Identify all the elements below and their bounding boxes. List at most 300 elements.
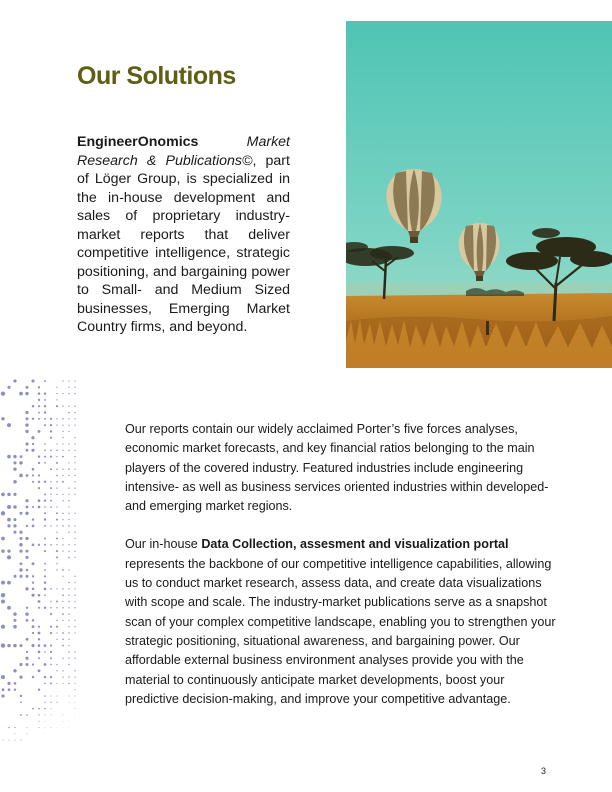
decorative-dot xyxy=(45,734,46,735)
decorative-dot xyxy=(56,393,57,394)
decorative-dot xyxy=(7,505,11,509)
decorative-dot xyxy=(32,405,34,407)
decorative-dot xyxy=(38,708,40,710)
decorative-dot xyxy=(50,418,52,420)
decorative-dot xyxy=(45,727,46,728)
decorative-dot xyxy=(68,676,69,677)
decorative-dot xyxy=(44,506,46,508)
decorative-dot xyxy=(7,549,10,552)
decorative-dot xyxy=(20,455,23,458)
decorative-dot xyxy=(19,644,22,647)
decorative-dot xyxy=(62,550,63,551)
decorative-dot xyxy=(38,544,40,546)
decorative-dot xyxy=(68,557,70,559)
decorative-dot xyxy=(50,708,51,709)
brand-name: EngineerOnomics xyxy=(77,134,199,150)
decorative-dot xyxy=(32,575,34,577)
decorative-dot xyxy=(51,727,52,728)
decorative-dot xyxy=(62,406,63,407)
decorative-dot xyxy=(1,417,4,420)
decorative-dot xyxy=(50,613,52,615)
decorative-dot xyxy=(32,543,35,546)
decorative-dot xyxy=(68,588,69,589)
decorative-dot xyxy=(32,443,34,445)
decorative-dot xyxy=(1,625,5,629)
decorative-dot xyxy=(74,393,75,394)
decorative-dot xyxy=(25,411,28,414)
decorative-dot xyxy=(74,418,75,419)
decorative-dot xyxy=(7,644,10,647)
decorative-dot xyxy=(56,494,57,495)
decorative-dot xyxy=(13,455,16,458)
balloon-safari-photo xyxy=(346,21,612,368)
decorative-dot xyxy=(62,620,63,621)
decorative-dot xyxy=(38,669,41,672)
decorative-dot xyxy=(62,632,64,634)
decorative-dot xyxy=(63,721,64,722)
decorative-dot xyxy=(75,702,76,703)
decorative-dot xyxy=(50,506,52,508)
decorative-dot xyxy=(68,462,69,463)
decorative-dot xyxy=(56,670,57,671)
decorative-dot xyxy=(74,670,75,671)
decorative-dot xyxy=(74,595,75,596)
decorative-dot xyxy=(38,594,41,597)
decorative-dot xyxy=(44,588,47,591)
decorative-dot xyxy=(57,696,58,697)
decorative-dot xyxy=(50,588,52,590)
decorative-dot xyxy=(7,581,11,585)
decorative-dot xyxy=(56,620,58,622)
decorative-dot xyxy=(45,721,46,722)
decorative-dot xyxy=(32,632,34,634)
decorative-dot xyxy=(56,418,57,419)
decorative-dot xyxy=(38,638,40,640)
decorative-dot xyxy=(31,644,34,647)
decorative-dot xyxy=(1,694,4,697)
decorative-dot xyxy=(1,391,5,395)
decorative-dot xyxy=(44,462,46,464)
decorative-dot xyxy=(74,513,75,514)
decorative-dot xyxy=(62,658,63,659)
decorative-dot xyxy=(7,423,11,427)
decorative-dot xyxy=(7,524,10,527)
decorative-dot xyxy=(74,481,75,482)
decorative-dot xyxy=(56,601,58,603)
decorative-dot xyxy=(13,480,17,484)
decorative-dot xyxy=(56,626,58,628)
decorative-dot-pattern xyxy=(0,378,78,748)
decorative-dot xyxy=(62,613,64,615)
decorative-dot xyxy=(44,683,46,685)
decorative-dot xyxy=(56,443,57,444)
decorative-dot xyxy=(50,657,52,659)
decorative-dot xyxy=(38,600,41,603)
decorative-dot xyxy=(74,557,75,558)
decorative-dot xyxy=(56,449,58,451)
decorative-dot xyxy=(1,675,5,679)
portal-rest: represents the backbone of our competitive intelligence capabilities, allowing us to conduct market research, assess data, and create data visualizations with scope and scale. The industry-market publications serve as a snapshot scan of your complex competitive landscape, enabling you to strengthen your strategic positioning, situational awareness, and bargaining power. Our affordable external business environment analyses provide you with the material to continuously anticipate market developments, boost your predictive decision-making, and improve your competitive advantage. xyxy=(125,556,556,706)
decorative-dot xyxy=(75,708,76,709)
decorative-dot xyxy=(68,651,70,653)
decorative-dot xyxy=(74,683,75,684)
decorative-dot xyxy=(14,688,16,690)
decorative-dot xyxy=(25,556,28,559)
decorative-dot xyxy=(32,525,35,528)
decorative-dot xyxy=(26,714,28,716)
decorative-dot xyxy=(62,393,63,394)
decorative-dot xyxy=(13,461,16,464)
decorative-dot xyxy=(25,442,28,445)
decorative-dot xyxy=(56,538,58,540)
decorative-dot xyxy=(20,740,21,741)
decorative-dot xyxy=(68,387,69,388)
decorative-dot xyxy=(68,595,69,596)
decorative-dot xyxy=(13,493,16,496)
decorative-dot xyxy=(38,632,41,635)
decorative-dot xyxy=(32,481,34,483)
decorative-dot xyxy=(74,406,75,407)
decorative-dot xyxy=(44,644,47,647)
decorative-dot xyxy=(74,487,75,488)
decorative-dot xyxy=(32,663,34,665)
decorative-dot xyxy=(68,494,69,495)
decorative-dot xyxy=(56,456,57,457)
decorative-dot xyxy=(56,664,57,665)
decorative-dot xyxy=(63,715,64,716)
decorative-dot xyxy=(20,695,22,697)
decorative-dot xyxy=(68,513,69,514)
decorative-dot xyxy=(7,386,10,389)
decorative-dot xyxy=(20,714,22,716)
decorative-dot xyxy=(74,380,75,381)
decorative-dot xyxy=(74,544,75,545)
decorative-dot xyxy=(25,657,28,660)
decorative-dot xyxy=(44,695,46,697)
decorative-dot xyxy=(74,525,75,526)
decorative-dot xyxy=(56,532,57,533)
decorative-dot xyxy=(74,437,75,438)
decorative-dot xyxy=(38,455,40,457)
decorative-dot xyxy=(44,708,45,709)
decorative-dot xyxy=(26,474,29,477)
decorative-dot xyxy=(7,682,10,685)
decorative-dot xyxy=(74,550,75,551)
decorative-dot xyxy=(50,437,52,439)
decorative-dot xyxy=(32,506,34,508)
decorative-dot xyxy=(32,518,34,520)
decorative-dot xyxy=(44,405,46,407)
decorative-dot xyxy=(68,475,69,476)
decorative-dot xyxy=(68,487,69,488)
decorative-dot xyxy=(68,418,69,419)
intro-paragraph xyxy=(77,133,290,337)
decorative-dot xyxy=(74,576,75,577)
decorative-dot xyxy=(50,525,51,526)
decorative-dot xyxy=(68,531,69,532)
decorative-dot xyxy=(19,575,22,578)
decorative-dot xyxy=(14,682,17,685)
decorative-dot xyxy=(62,576,63,577)
decorative-dot xyxy=(44,443,46,445)
decorative-dot xyxy=(13,524,16,527)
decorative-dot xyxy=(7,455,11,459)
decorative-dot xyxy=(38,506,41,509)
decorative-dot xyxy=(7,555,11,559)
decorative-dot xyxy=(44,663,47,666)
decorative-dot xyxy=(50,626,52,628)
decorative-dot xyxy=(44,651,46,653)
decorative-dot xyxy=(32,619,34,621)
decorative-dot xyxy=(19,663,22,666)
decorative-dot xyxy=(38,392,41,395)
decorative-dot xyxy=(25,423,28,426)
decorative-dot xyxy=(56,639,57,640)
page-number: 3 xyxy=(541,766,547,776)
decorative-dot xyxy=(62,481,64,483)
decorative-dot xyxy=(74,424,75,425)
decorative-dot xyxy=(56,405,58,407)
decorative-dot xyxy=(32,562,35,565)
decorative-dot xyxy=(50,430,52,432)
decorative-dot xyxy=(62,525,64,527)
decorative-dot xyxy=(44,512,46,514)
decorative-dot xyxy=(68,601,70,603)
decorative-dot xyxy=(56,607,57,608)
decorative-dot xyxy=(51,714,52,715)
decorative-dot xyxy=(44,456,46,458)
decorative-dot xyxy=(68,620,69,621)
decorative-dot xyxy=(32,418,34,420)
decorative-dot xyxy=(44,676,46,678)
decorative-dot xyxy=(26,386,29,389)
decorative-dot xyxy=(26,651,28,653)
decorative-dot xyxy=(68,632,69,633)
decorative-dot xyxy=(32,468,35,471)
decorative-dot xyxy=(44,500,46,502)
decorative-dot xyxy=(26,569,29,572)
decorative-dot xyxy=(56,563,57,564)
decorative-dot xyxy=(68,406,69,407)
decorative-dot xyxy=(50,682,52,684)
decorative-dot xyxy=(50,676,52,678)
decorative-dot xyxy=(50,632,52,634)
decorative-dot xyxy=(19,392,23,396)
decorative-dot xyxy=(38,727,39,728)
decorative-dot xyxy=(74,607,75,608)
decorative-dot xyxy=(68,569,69,570)
decorative-dot xyxy=(13,575,16,578)
decorative-dot xyxy=(9,740,10,741)
decorative-dot xyxy=(32,625,35,628)
decorative-dot xyxy=(62,469,63,470)
decorative-dot xyxy=(19,675,22,678)
portal-name: Data Collection, assesment and visualization portal xyxy=(201,537,509,552)
decorative-dot xyxy=(62,443,63,444)
decorative-dot xyxy=(38,651,41,654)
decorative-dot xyxy=(74,538,75,539)
decorative-dot xyxy=(32,708,34,710)
decorative-dot xyxy=(31,594,34,597)
decorative-dot xyxy=(2,688,5,691)
decorative-dot xyxy=(74,689,75,690)
decorative-dot xyxy=(25,575,28,578)
decorative-dot xyxy=(38,430,41,433)
decorative-dot xyxy=(74,676,75,677)
decorative-dot xyxy=(26,607,28,609)
decorative-dot xyxy=(50,645,52,647)
decorative-dot xyxy=(56,462,58,464)
decorative-dot xyxy=(25,537,28,540)
decorative-dot xyxy=(50,695,51,696)
decorative-dot xyxy=(44,581,47,584)
decorative-dot xyxy=(68,613,69,614)
decorative-dot xyxy=(56,387,57,388)
decorative-dot xyxy=(50,450,52,452)
decorative-dot xyxy=(38,399,40,401)
decorative-dot xyxy=(74,632,75,633)
decorative-dot xyxy=(44,411,46,413)
decorative-dot xyxy=(44,518,46,520)
decorative-dot xyxy=(32,588,35,591)
decorative-dot xyxy=(62,450,63,451)
decorative-dot xyxy=(38,721,39,722)
decorative-dot xyxy=(62,475,63,476)
decorative-dot xyxy=(13,625,17,629)
decorative-dot xyxy=(1,593,5,597)
decorative-dot xyxy=(50,481,51,482)
decorative-dot xyxy=(44,392,46,394)
decorative-dot xyxy=(68,645,69,646)
decorative-dot xyxy=(44,563,46,565)
decorative-dot xyxy=(25,392,28,395)
post xyxy=(486,321,489,335)
decorative-dot xyxy=(50,607,52,609)
decorative-dot xyxy=(1,643,5,647)
decorative-dot xyxy=(62,538,63,539)
decorative-dot xyxy=(13,644,16,647)
decorative-dot xyxy=(62,494,63,495)
decorative-dot xyxy=(56,544,57,545)
decorative-dot xyxy=(19,568,22,571)
decorative-dot xyxy=(50,468,52,470)
decorative-dot xyxy=(19,461,22,464)
decorative-dot xyxy=(25,612,29,616)
decorative-dot xyxy=(19,543,23,547)
decorative-dot xyxy=(56,550,58,552)
decorative-dot xyxy=(74,387,75,388)
paragraph-reports: Our reports contain our widely acclaimed Porter’s five forces analyses, economic market forecasts, and key financial ratios belonging to the main players of the covered industry. Featured industries include engineering intensive- as well as business services oriented industries within developed- and emerging market regions. xyxy=(125,422,549,514)
decorative-dot xyxy=(62,607,64,609)
decorative-dot xyxy=(50,487,52,489)
decorative-dot xyxy=(38,689,40,691)
decorative-dot xyxy=(68,424,69,425)
decorative-dot xyxy=(31,449,34,452)
decorative-dot xyxy=(68,393,69,394)
decorative-dot xyxy=(1,549,5,553)
decorative-dot xyxy=(1,600,5,604)
decorative-dot xyxy=(32,676,34,678)
decorative-dot xyxy=(56,588,57,589)
decorative-dot xyxy=(25,550,28,553)
decorative-dot xyxy=(27,727,28,728)
decorative-dot xyxy=(20,701,22,703)
decorative-dot xyxy=(69,696,70,697)
decorative-dot xyxy=(44,569,46,571)
decorative-dot xyxy=(62,418,64,420)
page-title: Our Solutions xyxy=(77,62,236,90)
decorative-dot xyxy=(62,670,63,671)
decorative-dot xyxy=(19,549,22,552)
decorative-dot xyxy=(74,443,75,444)
decorative-dot xyxy=(25,430,28,433)
decorative-dot xyxy=(62,431,63,432)
decorative-dot xyxy=(38,657,40,659)
decorative-dot xyxy=(74,582,75,583)
decorative-dot xyxy=(26,525,28,527)
decorative-dot xyxy=(56,506,57,507)
body-content xyxy=(125,420,559,728)
intro-text: , part of Löger Group, is specialized in the in-house development and sales of proprietary industry-market reports that deliver competitive intelligence, strategic positioning, and bargaining power to Small- and Medium Sized businesses, Emerging Market Country firms, and beyond. xyxy=(77,152,290,335)
decorative-dot xyxy=(8,688,11,691)
decorative-dot xyxy=(38,412,40,414)
decorative-dot xyxy=(75,715,76,716)
decorative-dot xyxy=(74,532,75,533)
decorative-dot xyxy=(56,424,57,425)
decorative-dot xyxy=(25,663,28,666)
decorative-dot xyxy=(68,443,69,444)
decorative-dot xyxy=(38,644,41,647)
decorative-dot xyxy=(1,493,5,497)
paragraph-portal xyxy=(125,535,559,709)
decorative-dot xyxy=(50,664,52,666)
decorative-dot xyxy=(44,575,46,577)
decorative-dot xyxy=(62,601,63,602)
decorative-dot xyxy=(1,581,5,585)
decorative-dot xyxy=(74,450,75,451)
decorative-dot xyxy=(75,696,76,697)
decorative-dot xyxy=(68,626,69,627)
decorative-dot xyxy=(68,550,69,551)
decorative-dot xyxy=(74,588,75,589)
decorative-dot xyxy=(20,562,23,565)
decorative-dot xyxy=(26,619,29,622)
decorative-dot xyxy=(68,544,69,545)
decorative-dot xyxy=(74,469,75,470)
decorative-dot xyxy=(62,544,63,545)
decorative-dot xyxy=(56,525,57,526)
decorative-dot xyxy=(7,493,11,497)
decorative-dot xyxy=(56,569,57,570)
decorative-dot xyxy=(13,468,16,471)
decorative-dot xyxy=(50,601,51,602)
decorative-dot xyxy=(68,607,69,608)
decorative-dot xyxy=(68,582,69,583)
decorative-dot xyxy=(69,702,70,703)
publication-name: Market Research & Publications© xyxy=(77,134,290,169)
decorative-dot xyxy=(38,386,40,388)
decorative-dot xyxy=(44,493,46,495)
decorative-dot xyxy=(25,512,28,515)
decorative-dot xyxy=(8,727,9,728)
decorative-dot xyxy=(56,481,58,483)
decorative-dot xyxy=(38,607,40,609)
decorative-dot xyxy=(68,639,69,640)
decorative-dot xyxy=(56,519,58,521)
decorative-dot xyxy=(68,500,69,501)
decorative-dot xyxy=(13,669,16,672)
decorative-dot xyxy=(31,379,34,382)
